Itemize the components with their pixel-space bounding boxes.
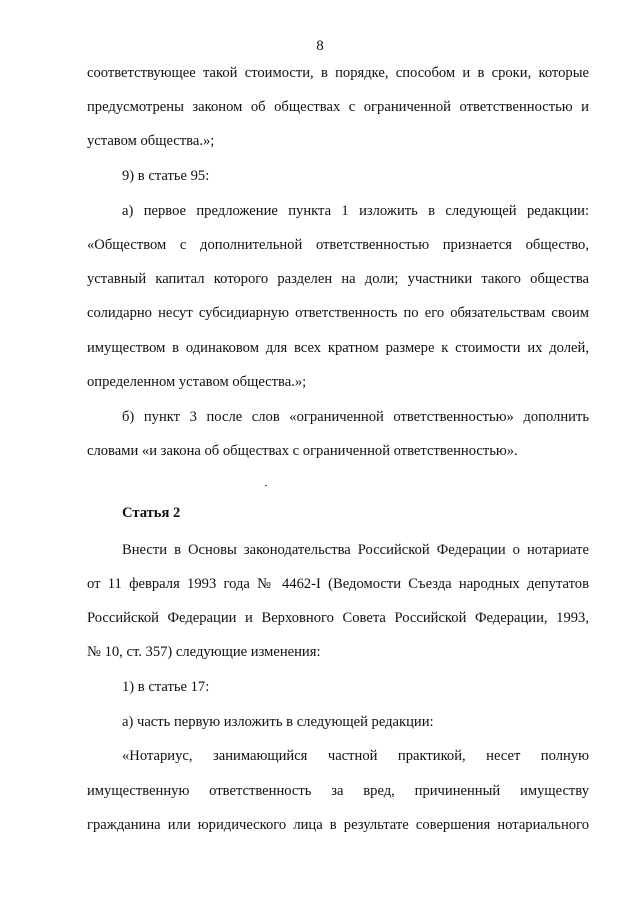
paragraph-line: Внести в Основы законодательства Российской Федерации о нотариате bbox=[122, 542, 589, 558]
paragraph-line: словами «и закона об обществах с ограниченной ответственностью». bbox=[87, 443, 518, 459]
page-number: 8 bbox=[316, 38, 324, 54]
paragraph-line: имущественную ответственность за вред, причиненный имуществу bbox=[87, 783, 589, 799]
paragraph-line: соответствующее такой стоимости, в порядке, способом и в сроки, которые bbox=[87, 65, 589, 81]
paragraph-line: уставный капитал которого разделен на доли; участники такого общества bbox=[87, 271, 589, 287]
paragraph-line: 9) в статье 95: bbox=[122, 168, 210, 184]
article-heading: Статья 2 bbox=[122, 505, 181, 521]
paragraph-line: а) первое предложение пункта 1 изложить в следующей редакции: bbox=[122, 203, 589, 219]
scan-speck bbox=[265, 485, 267, 486]
paragraph-line: имуществом в одинаковом для всех кратном размере к стоимости их долей, bbox=[87, 340, 589, 356]
paragraph-line: б) пункт 3 после слов «ограниченной ответственностью» дополнить bbox=[122, 409, 589, 425]
paragraph-line: № 10, ст. 357) следующие изменения: bbox=[87, 644, 321, 660]
paragraph-line: 1) в статье 17: bbox=[122, 679, 210, 695]
paragraph-line: Российской Федерации и Верховного Совета Российской Федерации, 1993, bbox=[87, 610, 589, 626]
paragraph-line: уставом общества.»; bbox=[87, 133, 215, 149]
paragraph-line: гражданина или юридического лица в результате совершения нотариального bbox=[87, 817, 589, 833]
paragraph-line: определенном уставом общества.»; bbox=[87, 374, 307, 390]
paragraph-line: предусмотрены законом об обществах с ограниченной ответственностью и bbox=[87, 99, 589, 115]
paragraph-line: «Нотариус, занимающийся частной практикой, несет полную bbox=[122, 748, 589, 764]
paragraph-line: «Обществом с дополнительной ответственностью признается общество, bbox=[87, 237, 589, 253]
paragraph-line: от 11 февраля 1993 года № 4462-I (Ведомости Съезда народных депутатов bbox=[87, 576, 589, 592]
paragraph-line: а) часть первую изложить в следующей редакции: bbox=[122, 714, 434, 730]
paragraph-line: солидарно несут субсидиарную ответственность по его обязательствам своим bbox=[87, 305, 589, 321]
